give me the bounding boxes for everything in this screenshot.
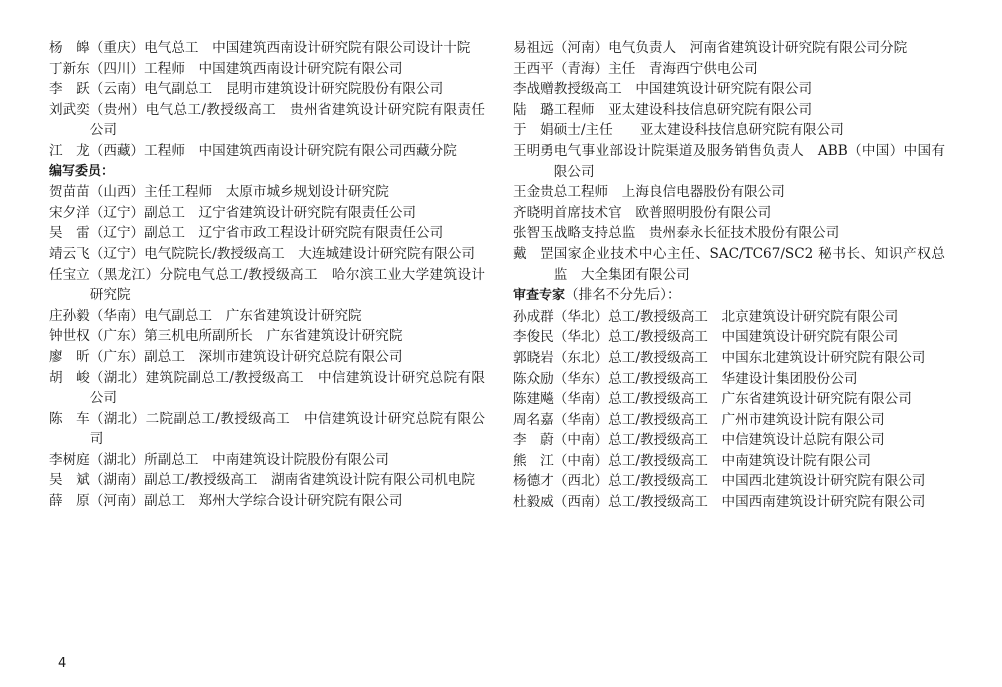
member-entry: [49, 450, 485, 471]
member-details: （青海）主任 青海西宁供电公司: [553, 60, 758, 77]
member-details: （湖北）建筑院副总工/教授级高工 中信建筑设计研究总院有限公司: [89, 369, 485, 407]
member-details: （贵州）电气总工/教授级高工 贵州省建筑设计研究院有限责任公司: [89, 101, 485, 139]
member-name: 易祖远: [513, 40, 554, 56]
member-entry: [513, 410, 945, 431]
member-name: 杨 皞: [49, 40, 90, 56]
member-name: 郭晓岩: [513, 349, 554, 366]
member-details: 工程师 亚太建设科技信息研究院有限公司: [553, 101, 813, 118]
member-details: （河南）电气负责人 河南省建筑设计研究院有限公司分院: [553, 40, 908, 56]
writing-committee-heading: 编写委员：: [49, 163, 115, 179]
member-name: 江 龙: [49, 142, 90, 159]
member-entry: [513, 59, 945, 80]
member-entry: [49, 326, 485, 347]
member-details: （中南）总工/教授级高工 中信建筑设计总院有限公司: [553, 432, 885, 449]
review-experts-note: （排名不分先后）：: [565, 287, 681, 304]
member-entry: [49, 347, 485, 368]
member-entry: [49, 265, 485, 306]
member-entry: [513, 38, 945, 59]
member-details: 电气事业部设计院渠道及服务销售负责人 ABB（中国）中国有限公司: [553, 142, 945, 180]
left-column: [49, 38, 485, 512]
review-experts-list: [513, 307, 945, 513]
member-name: 廖 昕: [49, 348, 90, 365]
member-details: （重庆）电气总工 中国建筑西南设计研究院有限公司设计十院: [89, 40, 471, 56]
member-entry: [513, 182, 945, 203]
member-details: （西北）总工/教授级高工 中国西北建筑设计研究院有限公司: [553, 473, 926, 490]
member-name: 贺苗苗: [49, 184, 90, 201]
member-details: （辽宁）电气院院长/教授级高工 大连城建设计研究院有限公司: [89, 245, 475, 262]
member-name: 薛 原: [49, 493, 90, 510]
member-name: 李俊民: [513, 329, 554, 346]
member-name: 戴 罡: [513, 245, 554, 262]
member-name: 胡 峻: [49, 369, 90, 386]
member-entry: [49, 182, 485, 203]
member-details: 国家企业技术中心主任、SAC/TC67/SC2 秘书长、知识产权总监 大全集团有限公司: [553, 245, 945, 283]
member-name: 周名嘉: [513, 411, 554, 428]
member-details: （华北）总工/教授级高工 北京建筑设计研究院有限公司: [553, 308, 899, 325]
member-details: （河南）副总工 郑州大学综合设计研究院有限公司: [89, 493, 403, 510]
review-experts-heading: 审查专家: [513, 288, 566, 304]
member-name: 吴 斌: [49, 472, 90, 489]
member-details: （湖北）所副总工 中南建筑设计院股份有限公司: [89, 451, 389, 468]
member-details: （四川）工程师 中国建筑西南设计研究院有限公司: [89, 60, 403, 77]
member-entry: [49, 100, 485, 141]
page-number: 4: [58, 656, 67, 671]
member-entry: [513, 430, 945, 451]
member-name: 陆 璐: [513, 101, 554, 118]
member-entry: [49, 223, 485, 244]
member-entry: [513, 369, 945, 390]
member-name: 宋夕洋: [49, 204, 90, 221]
member-details: 战略支持总监 贵州泰永长征技术股份有限公司: [553, 225, 840, 242]
member-name: 李 蔚: [513, 432, 554, 449]
member-name: 王西平: [513, 60, 554, 77]
member-details: （华南）总工/教授级高工 广州市建筑设计院有限公司: [553, 411, 885, 428]
member-name: 张智玉: [513, 225, 554, 242]
member-details: （云南）电气副总工 昆明市建筑设计研究院股份有限公司: [89, 81, 444, 98]
chief-editors-list: [49, 38, 485, 162]
member-name: 靖云飞: [49, 245, 90, 262]
member-entry: [49, 244, 485, 265]
member-details: （辽宁）副总工 辽宁省建筑设计研究院有限责任公司: [89, 204, 417, 221]
member-name: 刘武奕: [49, 101, 90, 118]
member-details: （华北）总工/教授级高工 中国建筑设计研究院有限公司: [553, 329, 899, 346]
member-entry: [513, 348, 945, 369]
review-experts-heading-line: [513, 285, 945, 307]
member-name: 任宝立: [49, 266, 90, 283]
right-column: [513, 38, 945, 513]
member-name: 王金贵: [513, 184, 554, 201]
member-details: （华东）总工/教授级高工 华建设计集团股份公司: [553, 370, 858, 387]
member-name: 陈建飚: [513, 391, 554, 408]
member-entry: [513, 223, 945, 244]
member-entry: [513, 389, 945, 410]
member-entry: [49, 203, 485, 224]
member-details: （湖北）二院副总工/教授级高工 中信建筑设计研究总院有限公司: [89, 410, 485, 448]
writing-committee-list: [49, 182, 485, 512]
member-name: 孙成群: [513, 308, 554, 325]
member-entry: [49, 306, 485, 327]
member-entry: [513, 451, 945, 472]
member-entry: [513, 120, 945, 141]
member-entry: [49, 141, 485, 162]
member-details: （山西）主任工程师 太原市城乡规划设计研究院: [89, 184, 389, 201]
member-details: （湖南）副总工/教授级高工 湖南省建筑设计院有限公司机电院: [89, 472, 475, 489]
member-name: 齐晓明: [513, 204, 554, 221]
member-details: （西藏）工程师 中国建筑西南设计研究院有限公司西藏分院: [89, 142, 457, 159]
member-details: （黑龙江）分院电气总工/教授级高工 哈尔滨工业大学建筑设计研究院: [89, 266, 485, 304]
member-entry: [513, 307, 945, 328]
member-name: 李树庭: [49, 451, 90, 468]
member-name: 吴 雷: [49, 225, 90, 242]
member-entry: [49, 38, 485, 59]
member-details: （广东）第三机电所副所长 广东省建筑设计研究院: [89, 328, 403, 345]
member-entry: [49, 470, 485, 491]
member-details: （辽宁）副总工 辽宁省市政工程设计研究院有限责任公司: [89, 225, 444, 242]
member-entry: [49, 59, 485, 80]
member-name: 于 娟: [513, 122, 554, 139]
member-details: （华南）电气副总工 广东省建筑设计研究院: [89, 307, 362, 324]
member-entry: [513, 79, 945, 100]
member-entry: [49, 79, 485, 100]
member-name: 丁新东: [49, 60, 90, 77]
member-details: （东北）总工/教授级高工 中国东北建筑设计研究院有限公司: [553, 349, 926, 366]
member-details: （中南）总工/教授级高工 中南建筑设计院有限公司: [553, 452, 872, 469]
member-name: 王明勇: [513, 142, 554, 159]
member-name: 陈 车: [49, 410, 90, 427]
member-entry: [49, 368, 485, 409]
member-name: 李 跃: [49, 81, 90, 98]
member-name: 李战赠: [513, 81, 554, 98]
member-entry: [49, 491, 485, 512]
member-entry: [513, 244, 945, 285]
member-entry: [513, 141, 945, 182]
member-entry: [513, 203, 945, 224]
member-name: 陈众励: [513, 370, 554, 387]
member-details: （华南）总工/教授级高工 广东省建筑设计研究院有限公司: [553, 391, 912, 408]
member-details: 硕士/主任 亚太建设科技信息研究院有限公司: [553, 122, 844, 139]
member-details: （西南）总工/教授级高工 中国西南建筑设计研究院有限公司: [553, 494, 926, 511]
member-name: 钟世权: [49, 328, 90, 345]
member-details: 首席技术官 欧普照明股份有限公司: [553, 204, 772, 221]
member-entry: [513, 100, 945, 121]
member-name: 庄孙毅: [49, 307, 90, 324]
member-name: 杜毅威: [513, 494, 554, 511]
member-name: 杨德才: [513, 473, 554, 490]
member-entry: [513, 471, 945, 492]
member-entry: [513, 492, 945, 513]
member-details: 总工程师 上海良信电器股份有限公司: [553, 184, 785, 201]
member-entry: [49, 409, 485, 450]
member-entry: [513, 327, 945, 348]
writing-committee-continued-list: [513, 38, 945, 285]
member-name: 熊 江: [513, 452, 554, 469]
member-details: （广东）副总工 深圳市建筑设计研究总院有限公司: [89, 348, 403, 365]
member-details: 教授级高工 中国建筑设计研究院有限公司: [553, 81, 813, 98]
